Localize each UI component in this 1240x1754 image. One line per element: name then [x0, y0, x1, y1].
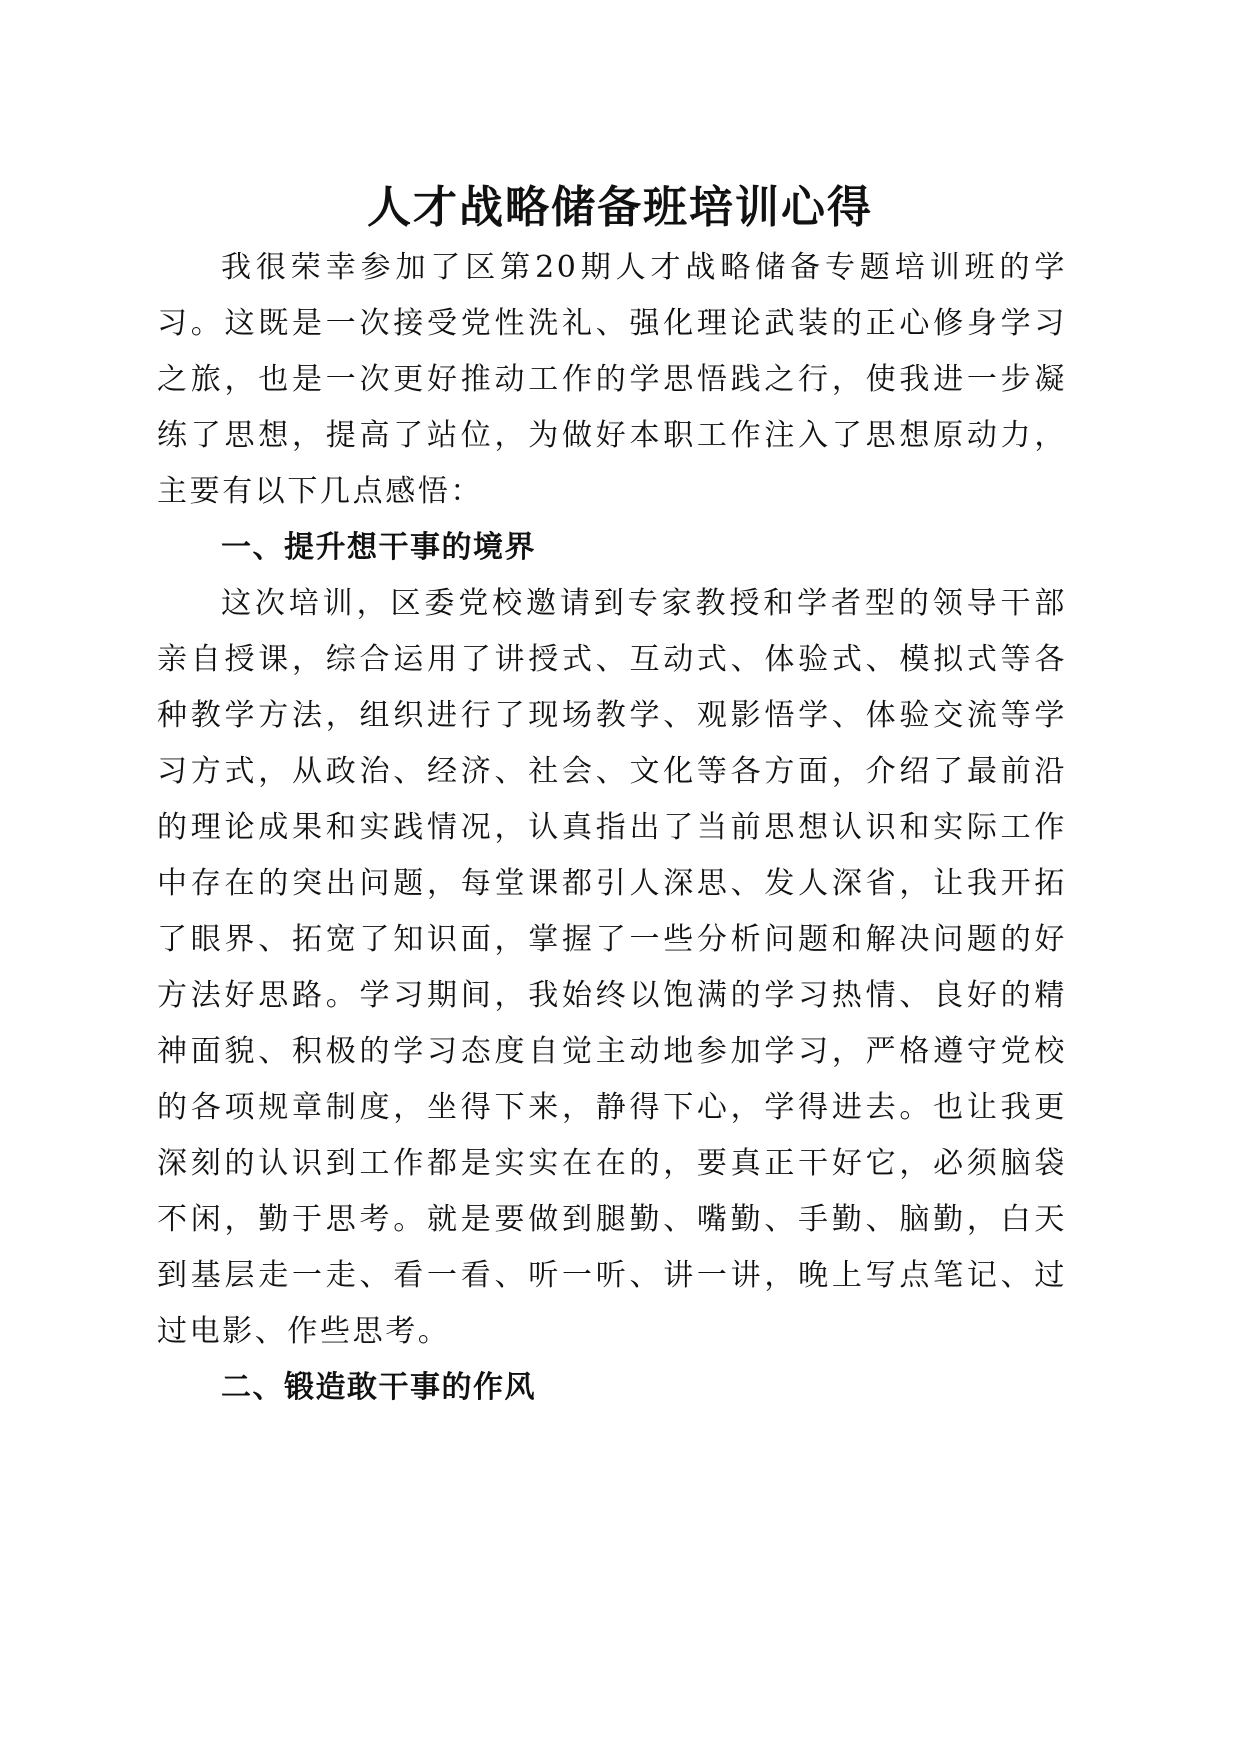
section-1-paragraph: 这次培训，区委党校邀请到专家教授和学者型的领导干部亲自授课，综合运用了讲授式、互动式、体验式、模拟式等各种教学方法，组织进行了现场教学、观影悟学、体验交流等学习方式，从政治、经济、社会、文化等各方面，介绍了最前沿的理论成果和实践情况，认真指出了当前思想认识和实际工作中存在的突出问题，每堂课都引人深思、发人深省，让我开拓了眼界、拓宽了知识面，掌握了一些分析问题和解决问题的好方法好思路。学习期间，我始终以饱满的学习热情、良好的精神面貌、积极的学习态度自觉主动地参加学习，严格遵守党校的各项规章制度，坐得下来，静得下心，学得进去。也让我更深刻的认识到工作都是实实在在的，要真正干好它，必须脑袋不闲，勤于思考。就是要做到腿勤、嘴勤、手勤、脑勤，白天到基层走一走、看一看、听一听、讲一讲，晚上写点笔记、过过电影、作些思考。 — [157, 586, 1067, 1349]
section-heading-2: 二、锻造敢干事的作风 — [221, 1370, 536, 1405]
section-heading-1: 一、提升想干事的境界 — [221, 530, 536, 565]
intro-paragraph: 我很荣幸参加了区第20期人才战略储备专题培训班的学习。这既是一次接受党性洗礼、强化理论武装的正心修身学习之旅，也是一次更好推动工作的学思悟践之行，使我进一步凝练了思想，提高了站位，为做好本职工作注入了思想原动力，主要有以下几点感悟： — [157, 250, 1067, 509]
document-body — [157, 240, 1067, 1416]
page-title: 人才战略储备班培训心得 — [367, 182, 873, 233]
